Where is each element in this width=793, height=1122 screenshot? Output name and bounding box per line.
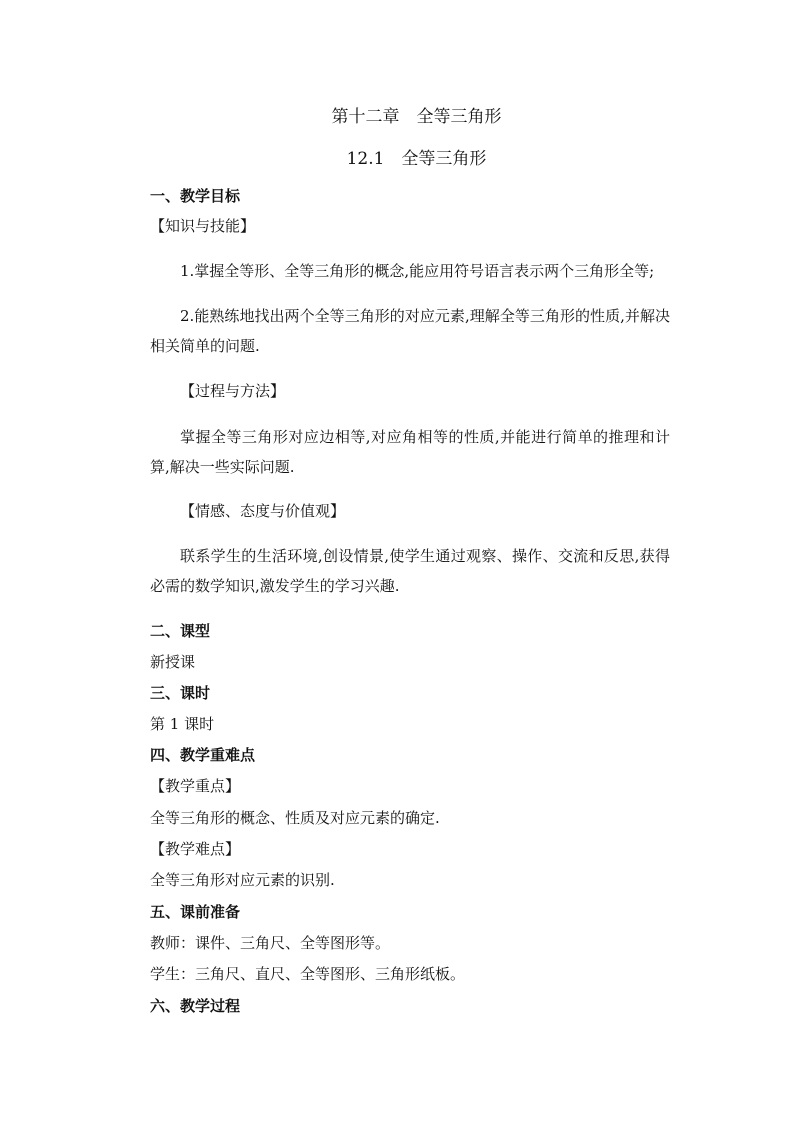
section-title: 12.1 全等三角形 xyxy=(346,149,487,169)
prep-teacher: 教师：课件、三角尺、全等图形等。 xyxy=(150,934,391,952)
type-heading: 二、课型 xyxy=(150,622,211,640)
hours-text: 第 1 课时 xyxy=(150,715,215,733)
key-text: 全等三角形的概念、性质及对应元素的确定. xyxy=(150,809,440,827)
difficulty-label: 【教学难点】 xyxy=(150,840,241,858)
knowledge-label: 【知识与技能】 xyxy=(150,217,256,235)
prep-heading: 五、课前准备 xyxy=(150,903,241,921)
process-heading: 六、教学过程 xyxy=(150,997,241,1015)
emotion-text: 联系学生的生活环境,创设情景,使学生通过观察、操作、交流和反思,获得必需的数学知识,激发学生的学习兴趣. xyxy=(150,547,670,595)
process-label: 【过程与方法】 xyxy=(180,382,286,400)
objectives-heading: 一、教学目标 xyxy=(150,187,241,205)
chapter-title: 第十二章 全等三角形 xyxy=(331,107,502,127)
difficulty-text: 全等三角形对应元素的识别. xyxy=(150,871,335,889)
knowledge-item-1: 1.掌握全等形、全等三角形的概念,能应用符号语言表示两个三角形全等; xyxy=(180,262,655,280)
hours-heading: 三、课时 xyxy=(150,684,211,702)
emotion-label: 【情感、态度与价值观】 xyxy=(180,502,346,520)
knowledge-item-2: 2.能熟练地找出两个全等三角形的对应元素,理解全等三角形的性质,并解决相关简单的问题. xyxy=(150,307,670,355)
type-text: 新授课 xyxy=(150,653,196,671)
process-text: 掌握全等三角形对应边相等,对应角相等的性质,并能进行简单的推理和计算,解决一些实际问题. xyxy=(150,428,670,476)
key-label: 【教学重点】 xyxy=(150,777,241,795)
prep-student: 学生：三角尺、直尺、全等图形、三角形纸板。 xyxy=(150,965,466,983)
keypoints-heading: 四、教学重难点 xyxy=(150,746,256,764)
